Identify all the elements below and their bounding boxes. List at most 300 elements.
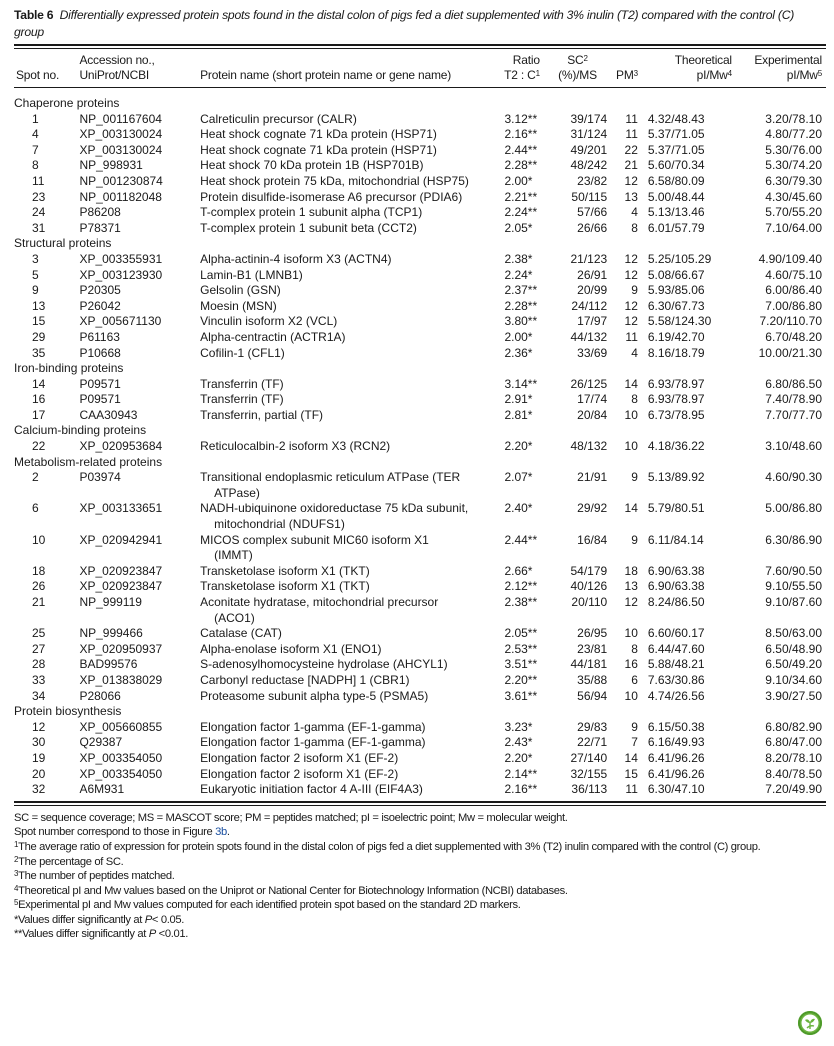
- cell-theoretical: 6.60/60.17: [647, 626, 705, 641]
- cell-ratio: 2.20*: [504, 750, 533, 765]
- cell-experimental: 8.50/63.00: [765, 626, 822, 641]
- cell-ratio: 2.40*: [504, 501, 533, 516]
- cell-sc-ms: 17/74: [577, 392, 608, 407]
- protein-name-line: Protein disulfide-isomerase A6 precursor (PDIA6): [200, 189, 463, 204]
- cell-spot-no: 8: [32, 158, 39, 173]
- cell-spot-no: 17: [32, 407, 46, 422]
- cell-accession: NP_998931: [79, 158, 143, 173]
- cell-pm: 12: [624, 267, 638, 282]
- cell-spot-no: 24: [32, 205, 46, 220]
- cell-experimental: 7.40/78.90: [765, 392, 822, 407]
- cell-accession: XP_020950937: [79, 641, 163, 656]
- cell-accession: XP_003123930: [79, 267, 163, 282]
- table-body: [14, 88, 826, 798]
- cell-protein-name: [200, 439, 486, 455]
- cell-protein-name: [200, 221, 486, 237]
- footnote-text: The average ratio of expression for protein spots found in the distal colon of pigs fed a diet supplemented with 3% (T2) inulin compared with the control (C) group.: [18, 840, 761, 853]
- cell-accession: P09571: [79, 392, 121, 407]
- cell-spot-no: 19: [32, 750, 46, 765]
- protein-name-line: Heat shock 70 kDa protein 1B (HSP701B): [200, 158, 424, 173]
- protein-name-line: Moesin (MSN): [200, 298, 277, 313]
- table-row: [14, 689, 826, 705]
- cell-ratio: 2.00*: [504, 173, 533, 188]
- cell-accession: XP_005660855: [79, 719, 163, 734]
- protein-name-line: Carbonyl reductase [NADPH] 1 (CBR1): [200, 672, 410, 687]
- cell-spot-no: 5: [32, 267, 39, 282]
- cell-theoretical: 8.24/86.50: [647, 595, 705, 609]
- cell-experimental: 6.70/48.20: [765, 329, 822, 344]
- cell-spot-no: 25: [32, 626, 46, 641]
- cell-theoretical: 6.41/96.26: [647, 766, 705, 781]
- cell-pm: 10: [624, 626, 638, 641]
- cell-spot-no: 18: [32, 563, 46, 578]
- table-row: [14, 642, 826, 658]
- cell-sc-ms: 16/84: [577, 532, 608, 547]
- cell-ratio: 2.24**: [504, 205, 538, 220]
- cell-theoretical: 5.13/89.92: [647, 470, 705, 485]
- cell-theoretical: 6.15/50.38: [647, 719, 705, 734]
- cell-experimental: 6.30/79.30: [765, 173, 822, 188]
- cell-sc-ms: 48/132: [570, 439, 608, 454]
- footnote-text: The number of peptides matched.: [18, 870, 175, 883]
- cell-sc-ms: 48/242: [570, 158, 608, 173]
- cell-sc-ms: 44/132: [570, 329, 608, 344]
- cell-protein-name: [200, 408, 486, 424]
- protein-name-line: Transketolase isoform X1 (TKT): [200, 563, 370, 578]
- cell-theoretical: 6.93/78.97: [647, 376, 705, 391]
- cell-theoretical: 6.73/78.95: [647, 407, 705, 422]
- table-row: [14, 283, 826, 299]
- cell-spot-no: 26: [32, 579, 46, 594]
- table-row: [14, 377, 826, 393]
- cell-ratio: 2.16**: [504, 127, 538, 142]
- cell-pm: 12: [624, 173, 638, 188]
- cell-sc-ms: 49/201: [570, 142, 608, 157]
- cell-ratio: 2.37**: [504, 283, 538, 298]
- table-row: [14, 127, 826, 143]
- header-spacer: [14, 88, 826, 96]
- cell-pm: 4: [631, 345, 638, 360]
- cell-theoretical: 6.30/67.73: [647, 298, 705, 313]
- cell-theoretical: 6.16/49.93: [647, 735, 705, 750]
- cell-accession: XP_003130024: [79, 127, 163, 142]
- group-row: [14, 423, 826, 439]
- cell-sc-ms: 32/155: [570, 766, 608, 781]
- group-label: Iron-binding proteins: [14, 361, 124, 376]
- cell-accession: A6M931: [79, 782, 125, 797]
- cell-accession: XP_020942941: [79, 532, 163, 547]
- table-row: [14, 735, 826, 751]
- cell-protein-name: [200, 205, 486, 221]
- cell-experimental: 8.20/78.10: [765, 750, 822, 765]
- cell-protein-name: [200, 657, 486, 673]
- cell-pm: 11: [625, 329, 638, 344]
- cell-pm: 10: [624, 407, 638, 422]
- table-row: [14, 268, 826, 284]
- cell-accession: P28066: [79, 688, 121, 703]
- cell-pm: 10: [624, 688, 638, 703]
- cell-experimental: 8.40/78.50: [765, 766, 822, 781]
- cell-pm: 11: [625, 111, 638, 126]
- protein-name-line: Heat shock cognate 71 kDa protein (HSP71): [200, 142, 437, 157]
- cell-ratio: 2.20*: [504, 439, 533, 454]
- cell-sc-ms: 36/113: [571, 782, 608, 797]
- table-row: [14, 143, 826, 159]
- cell-experimental: 4.90/109.40: [758, 251, 822, 266]
- cell-ratio: 2.81*: [504, 407, 533, 422]
- cell-protein-name: [200, 283, 486, 299]
- group-label: Protein biosynthesis: [14, 704, 122, 719]
- cell-sc-ms: 29/92: [577, 501, 608, 516]
- footnote-text: Experimental pI and Mw values computed for each identified protein spot based on the standard 2D markers.: [18, 899, 521, 912]
- cell-pm: 15: [624, 766, 638, 781]
- table-row: [14, 330, 826, 346]
- header-experimental: Experimental pI/Mw$^5$: [754, 53, 822, 82]
- cell-experimental: 4.60/90.30: [765, 470, 822, 485]
- cell-experimental: 6.80/47.00: [765, 735, 822, 750]
- cell-sc-ms: 24/112: [571, 298, 608, 313]
- cell-protein-name: [200, 346, 486, 362]
- cell-spot-no: 10: [32, 532, 46, 547]
- table-row: [14, 299, 826, 315]
- cell-accession: P61163: [79, 329, 120, 344]
- protein-table: [14, 49, 826, 798]
- protein-name-line: Lamin-B1 (LMNB1): [200, 267, 303, 282]
- cell-sc-ms: 20/84: [577, 407, 608, 422]
- table-row: [14, 720, 826, 736]
- cell-experimental: 7.10/64.00: [765, 220, 822, 235]
- cell-ratio: 2.91*: [504, 392, 533, 407]
- cell-protein-name: [200, 252, 486, 268]
- cell-theoretical: 4.32/48.43: [647, 111, 705, 126]
- cell-accession: XP_020953684: [79, 439, 163, 454]
- cell-theoretical: 5.13/13.46: [647, 205, 705, 220]
- cell-protein-name: [200, 735, 486, 751]
- cell-experimental: 3.90/27.50: [765, 688, 822, 703]
- cell-spot-no: 28: [32, 657, 46, 672]
- protein-name-line: (IMMT): [214, 548, 253, 563]
- cell-accession: XP_013838029: [79, 672, 163, 687]
- protein-name-line: Alpha-centractin (ACTR1A): [200, 329, 346, 344]
- table-row: [14, 626, 826, 642]
- cell-spot-no: 3: [32, 251, 39, 266]
- header-spot-no: Spot no.: [16, 68, 60, 82]
- cell-accession: P03974: [79, 470, 121, 485]
- cell-theoretical: 6.01/57.79: [647, 220, 705, 235]
- protein-name-line: Gelsolin (GSN): [200, 283, 281, 298]
- group-row: [14, 455, 826, 471]
- cell-accession: NP_001182048: [79, 189, 162, 204]
- protein-name-line: NADH-ubiquinone oxidoreductase 75 kDa subunit,: [200, 501, 469, 516]
- cell-protein-name: [200, 190, 486, 206]
- protein-name-line: Elongation factor 1-gamma (EF-1-gamma): [200, 719, 426, 734]
- cell-theoretical: 5.37/71.05: [647, 127, 705, 142]
- cell-accession: XP_005671130: [79, 314, 162, 329]
- cell-spot-no: 32: [32, 782, 46, 797]
- cell-sc-ms: 26/125: [570, 376, 608, 391]
- header-theoretical: Theoretical pI/Mw$^4$: [674, 53, 732, 82]
- cell-sc-ms: 21/91: [577, 470, 608, 485]
- cell-spot-no: 6: [32, 501, 39, 516]
- table-row: [14, 657, 826, 673]
- table-row: [14, 470, 826, 501]
- cell-theoretical: 5.37/71.05: [647, 142, 705, 157]
- header-sc-ms: $SC^2$ (%)/MS: [558, 53, 597, 82]
- table-caption: [14, 7, 826, 41]
- cell-sc-ms: 20/110: [571, 595, 608, 609]
- cell-protein-name: [200, 299, 486, 315]
- cell-protein-name: [200, 470, 486, 501]
- cell-spot-no: 34: [32, 688, 46, 703]
- cell-pm: 10: [624, 439, 638, 454]
- cell-protein-name: [200, 673, 486, 689]
- cell-sc-ms: 22/71: [577, 735, 608, 750]
- protein-name-line: Elongation factor 2 isoform X1 (EF-2): [200, 766, 399, 781]
- cell-protein-name: [200, 127, 486, 143]
- cell-protein-name: [200, 642, 486, 658]
- cell-protein-name: [200, 689, 486, 705]
- cell-experimental: 6.30/86.90: [765, 532, 822, 547]
- cell-accession: BAD99576: [79, 657, 138, 672]
- cell-ratio: 3.51**: [504, 657, 538, 672]
- cell-sc-ms: 26/91: [577, 267, 608, 282]
- cell-experimental: 5.30/74.20: [765, 158, 822, 173]
- cell-sc-ms: 57/66: [577, 205, 608, 220]
- cell-protein-name: [200, 330, 486, 346]
- cell-pm: 14: [624, 376, 638, 391]
- cell-ratio: 2.66*: [504, 563, 533, 578]
- table-row: [14, 501, 826, 532]
- table-row: [14, 314, 826, 330]
- cell-sc-ms: 29/83: [577, 719, 608, 734]
- cell-sc-ms: 39/174: [570, 111, 608, 126]
- cell-pm: 12: [624, 314, 638, 329]
- cell-pm: 21: [624, 158, 638, 173]
- cell-accession: CAA30943: [79, 407, 138, 422]
- cell-sc-ms: 27/140: [570, 750, 608, 765]
- cell-ratio: 2.28**: [504, 298, 538, 313]
- footnote-text: Theoretical pI and Mw values based on the Uniprot or National Center for Biotechnology Information (NCBI) databases.: [18, 884, 568, 897]
- cell-experimental: 6.00/86.40: [765, 283, 822, 298]
- cell-spot-no: 35: [32, 345, 46, 360]
- table-row: [14, 439, 826, 455]
- cell-pm: 6: [631, 672, 638, 687]
- footnote-4: [14, 884, 826, 899]
- footnote-significance-01: **Values differ significantly at P <0.01.: [14, 928, 188, 941]
- cell-theoretical: 5.79/80.51: [647, 501, 705, 516]
- table-row: [14, 190, 826, 206]
- cell-sc-ms: 23/81: [577, 641, 608, 656]
- cell-experimental: 7.20/110.70: [759, 314, 822, 329]
- cell-theoretical: 6.19/42.70: [647, 329, 705, 344]
- cell-experimental: 3.20/78.10: [765, 111, 822, 126]
- cell-ratio: 2.38**: [504, 595, 538, 609]
- cell-spot-no: 29: [32, 329, 46, 344]
- table-row: [14, 346, 826, 362]
- cell-accession: P26042: [79, 298, 121, 313]
- figure-link[interactable]: 3b: [215, 826, 227, 839]
- cell-ratio: 2.44**: [504, 142, 538, 157]
- cell-accession: NP_999466: [79, 626, 143, 641]
- cell-experimental: 9.10/55.50: [765, 579, 822, 594]
- table-row: [14, 252, 826, 268]
- protein-name-line: Transferrin (TF): [200, 392, 284, 407]
- cell-ratio: 2.44**: [504, 532, 538, 547]
- cell-accession: XP_003354050: [79, 750, 163, 765]
- cell-protein-name: [200, 564, 486, 580]
- protein-name-line: Elongation factor 2 isoform X1 (EF-2): [200, 750, 399, 765]
- protein-name-line: Catalase (CAT): [200, 626, 282, 641]
- cell-experimental: 4.80/77.20: [765, 127, 822, 142]
- cell-ratio: 2.36*: [504, 345, 533, 360]
- cell-protein-name: [200, 579, 486, 595]
- cell-theoretical: 6.30/47.10: [647, 782, 705, 797]
- protein-name-line: MICOS complex subunit MIC60 isoform X1: [200, 532, 429, 547]
- cell-theoretical: 8.16/18.79: [647, 345, 705, 360]
- cell-sc-ms: 35/88: [577, 672, 608, 687]
- cell-ratio: 2.43*: [504, 735, 533, 750]
- cell-experimental: 7.20/49.90: [765, 782, 822, 797]
- cell-sc-ms: 33/69: [577, 345, 608, 360]
- cell-protein-name: [200, 751, 486, 767]
- protein-name-line: Elongation factor 1-gamma (EF-1-gamma): [200, 735, 426, 750]
- cell-accession: XP_020923847: [79, 579, 163, 594]
- cell-protein-name: [200, 314, 486, 330]
- cell-experimental: 6.50/48.90: [765, 641, 822, 656]
- protein-name-line: Transitional endoplasmic reticulum ATPase (TER: [200, 470, 461, 485]
- cell-ratio: 2.07*: [504, 470, 533, 485]
- cell-sc-ms: 54/179: [570, 563, 608, 578]
- cell-ratio: 2.05*: [504, 220, 533, 235]
- table-footnotes: [14, 811, 826, 942]
- protein-name-line: Heat shock cognate 71 kDa protein (HSP71): [200, 127, 437, 142]
- cell-spot-no: 9: [32, 283, 39, 298]
- table-row: [14, 564, 826, 580]
- cell-protein-name: [200, 158, 486, 174]
- table-row: [14, 221, 826, 237]
- cell-accession: P10668: [79, 345, 121, 360]
- cell-sc-ms: 31/124: [570, 127, 608, 142]
- cell-theoretical: 5.60/70.34: [647, 158, 705, 173]
- cell-accession: XP_020923847: [79, 563, 163, 578]
- protein-name-line: Reticulocalbin-2 isoform X3 (RCN2): [200, 439, 391, 454]
- cell-theoretical: 5.25/105.29: [647, 251, 712, 266]
- cell-ratio: 2.16**: [504, 782, 538, 797]
- cell-accession: P78371: [79, 220, 121, 235]
- cell-experimental: 9.10/34.60: [765, 672, 822, 687]
- cell-experimental: 6.80/86.50: [765, 376, 822, 391]
- table-row: [14, 158, 826, 174]
- cell-pm: 12: [624, 298, 638, 313]
- table-caption-text: Differentially expressed protein spots found in the distal colon of pigs fed a diet supplemented with 3% inulin (T2) compared with the control (C) group: [14, 8, 795, 39]
- cell-accession: NP_999119: [79, 595, 142, 609]
- cell-pm: 9: [631, 719, 638, 734]
- cell-experimental: 6.50/49.20: [765, 657, 822, 672]
- cell-pm: 7: [631, 735, 638, 750]
- footnote-mark: 4: [14, 883, 19, 893]
- cell-spot-no: 1: [32, 111, 39, 126]
- cell-sc-ms: 56/94: [577, 688, 608, 703]
- table-row: [14, 595, 826, 626]
- footnote-mark: 2: [14, 854, 19, 864]
- cell-accession: XP_003130024: [79, 142, 163, 157]
- protein-name-line: Heat shock protein 75 kDa, mitochondrial (HSP75): [200, 173, 469, 188]
- table-row: [14, 673, 826, 689]
- table-row: [14, 392, 826, 408]
- table-row: [14, 782, 826, 798]
- cell-accession: NP_001230874: [79, 173, 163, 188]
- cell-theoretical: 5.93/85.06: [647, 283, 705, 298]
- cell-pm: 18: [624, 563, 638, 578]
- cell-theoretical: 6.44/47.60: [647, 641, 705, 656]
- cell-spot-no: 21: [32, 595, 46, 609]
- cell-accession: P20305: [79, 283, 121, 298]
- cell-pm: 9: [631, 283, 638, 298]
- cell-spot-no: 15: [32, 314, 46, 329]
- cell-theoretical: 6.41/96.26: [647, 750, 705, 765]
- footnote-numbered-list: [14, 840, 826, 913]
- table-row: [14, 174, 826, 190]
- cell-sc-ms: 26/66: [577, 220, 608, 235]
- cell-spot-no: 2: [32, 470, 39, 485]
- header-pm: $PM^3$: [616, 68, 638, 82]
- cell-experimental: 3.10/48.60: [765, 439, 822, 454]
- cell-experimental: 7.00/86.80: [765, 298, 822, 313]
- cell-sc-ms: 26/95: [577, 626, 608, 641]
- table-row: [14, 533, 826, 564]
- cell-theoretical: 7.63/30.86: [647, 672, 705, 687]
- cell-experimental: 5.00/86.80: [765, 501, 822, 516]
- protein-name-line: Alpha-enolase isoform X1 (ENO1): [200, 641, 382, 656]
- cell-protein-name: [200, 112, 486, 128]
- cell-spot-no: 22: [32, 439, 46, 454]
- cell-ratio: 2.00*: [504, 329, 533, 344]
- cell-theoretical: 6.58/80.09: [647, 173, 705, 188]
- cell-pm: 13: [624, 189, 638, 204]
- cell-spot-no: 20: [32, 766, 46, 781]
- cell-accession: XP_003133651: [79, 501, 163, 516]
- protein-name-line: Aconitate hydratase, mitochondrial precursor: [200, 595, 439, 609]
- cell-ratio: 3.14**: [504, 376, 538, 391]
- cell-spot-no: 4: [32, 127, 39, 142]
- cell-sc-ms: 20/99: [577, 283, 608, 298]
- cell-ratio: 3.80**: [504, 314, 538, 329]
- cell-pm: 8: [631, 220, 638, 235]
- cell-ratio: 2.24*: [504, 267, 533, 282]
- cell-protein-name: [200, 626, 486, 642]
- table-row: [14, 205, 826, 221]
- header-accession: Accession no., UniProt/NCBI: [79, 53, 155, 82]
- footnote-mark: 3: [14, 869, 19, 879]
- cell-pm: 8: [631, 392, 638, 407]
- footnote-mark: 1: [14, 839, 19, 849]
- table-row: [14, 579, 826, 595]
- cell-sc-ms: 17/97: [577, 314, 608, 329]
- cell-pm: 16: [624, 657, 638, 672]
- cell-pm: 14: [624, 750, 638, 765]
- cell-spot-no: 12: [32, 719, 46, 734]
- table-bottom-rule: [14, 801, 826, 806]
- cell-protein-name: [200, 595, 486, 626]
- cell-spot-no: 13: [32, 298, 46, 313]
- cell-pm: 4: [631, 205, 638, 220]
- group-row: [14, 96, 826, 112]
- protein-name-line: mitochondrial (NDUFS1): [214, 517, 345, 532]
- cell-ratio: 2.53**: [504, 641, 538, 656]
- table-caption-label: Table 6: [14, 8, 54, 22]
- cell-ratio: 3.23*: [504, 719, 533, 734]
- cell-ratio: 2.28**: [504, 158, 538, 173]
